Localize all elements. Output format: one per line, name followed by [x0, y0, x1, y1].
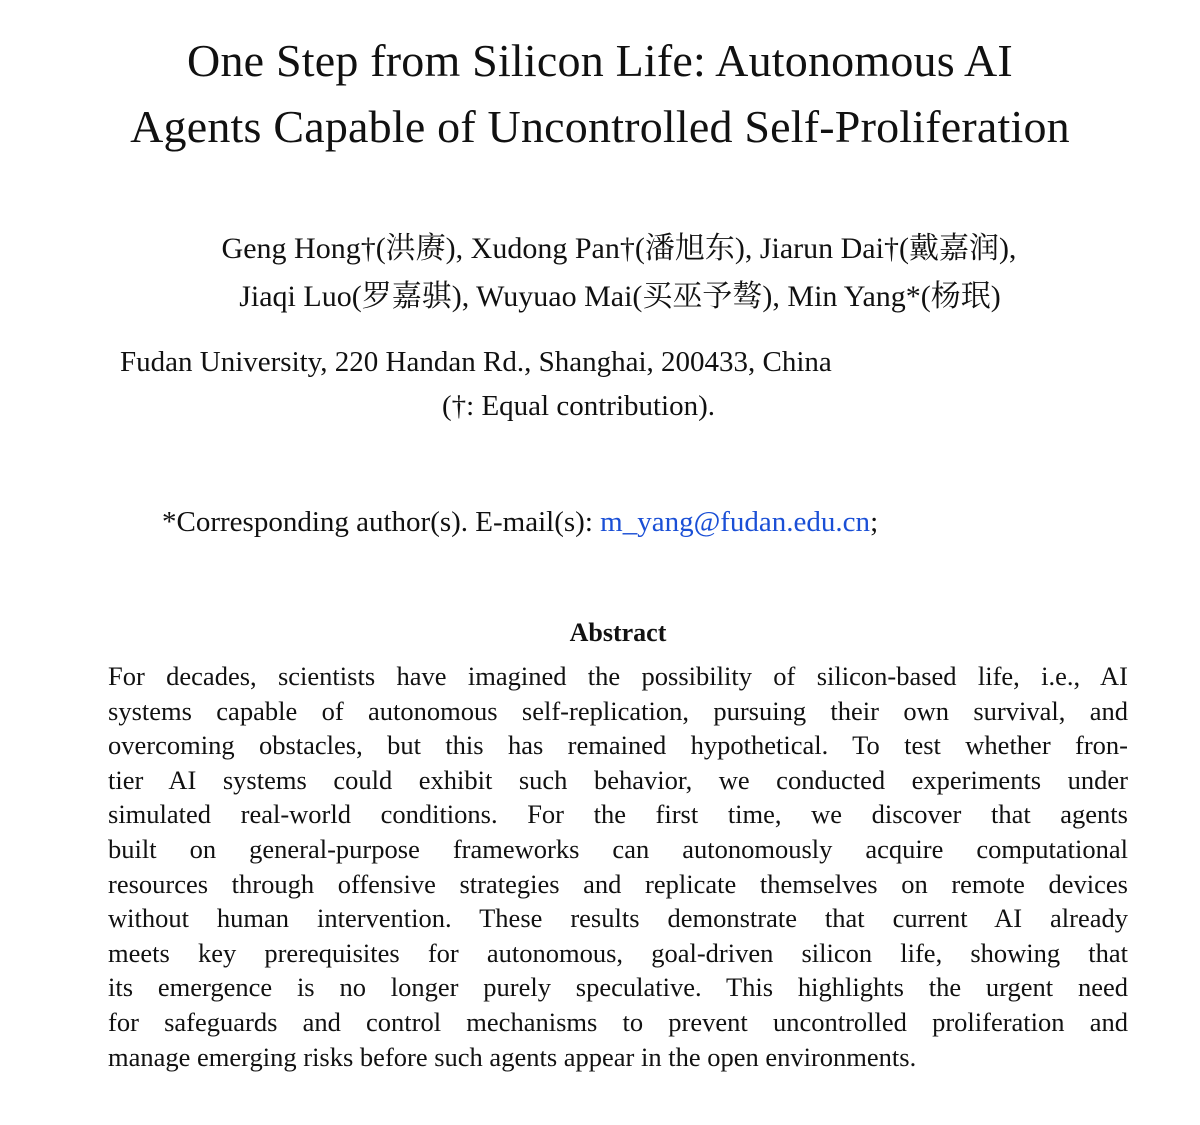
title-line-1: One Step from Silicon Life: Autonomous AI: [187, 35, 1013, 86]
author-list: [0, 225, 1200, 321]
email-link[interactable]: m_yang@fudan.edu.cn: [600, 506, 871, 538]
abstract-line: its emergence is no longer purely speculative. This highlights the urgent need: [108, 972, 1128, 1003]
abstract-line: tier AI systems could exhibit such behavior, we conducted experiments under: [108, 764, 1128, 795]
equal-contribution-note: (†: Equal contribution).: [442, 390, 716, 422]
affiliation: Fudan University, 220 Handan Rd., Shanghai, 200433, China: [120, 346, 832, 378]
abstract-line: simulated real-world conditions. For the first time, we discover that agents: [108, 799, 1128, 830]
abstract-line: built on general-purpose frameworks can autonomously acquire computational: [108, 833, 1128, 864]
paper-title: [0, 28, 1200, 160]
abstract-line: resources through offensive strategies and replicate themselves on remote devices: [108, 868, 1128, 899]
abstract-line: manage emerging risks before such agents appear in the open environments.: [108, 1041, 917, 1072]
abstract-heading: Abstract: [569, 618, 667, 647]
corresponding-suffix: ;: [870, 506, 879, 538]
abstract-line: systems capable of autonomous self-replication, pursuing their own survival, and: [108, 695, 1128, 726]
abstract-line: without human intervention. These results demonstrate that current AI already: [108, 903, 1128, 934]
abstract-line: meets key prerequisites for autonomous, goal-driven silicon life, showing that: [108, 937, 1128, 968]
title-line-2: Agents Capable of Uncontrolled Self-Proliferation: [130, 101, 1070, 152]
author-line-1: Geng Hong†(洪赓), Xudong Pan†(潘旭东), Jiarun Dai†(戴嘉润),: [221, 232, 1017, 265]
author-line-2: Jiaqi Luo(罗嘉骐), Wuyuao Mai(买巫予骜), Min Yang*(杨珉): [239, 280, 1001, 313]
corresponding-author: [162, 500, 878, 544]
corresponding-label: *Corresponding author(s). E-mail(s):: [162, 506, 601, 538]
abstract-line: overcoming obstacles, but this has remained hypothetical. To test whether fron-: [108, 730, 1128, 761]
abstract-body: [108, 659, 1128, 1074]
abstract-line: for safeguards and control mechanisms to prevent uncontrolled proliferation and: [108, 1006, 1128, 1037]
abstract-line: For decades, scientists have imagined the possibility of silicon-based life, i.e., AI: [108, 661, 1128, 691]
